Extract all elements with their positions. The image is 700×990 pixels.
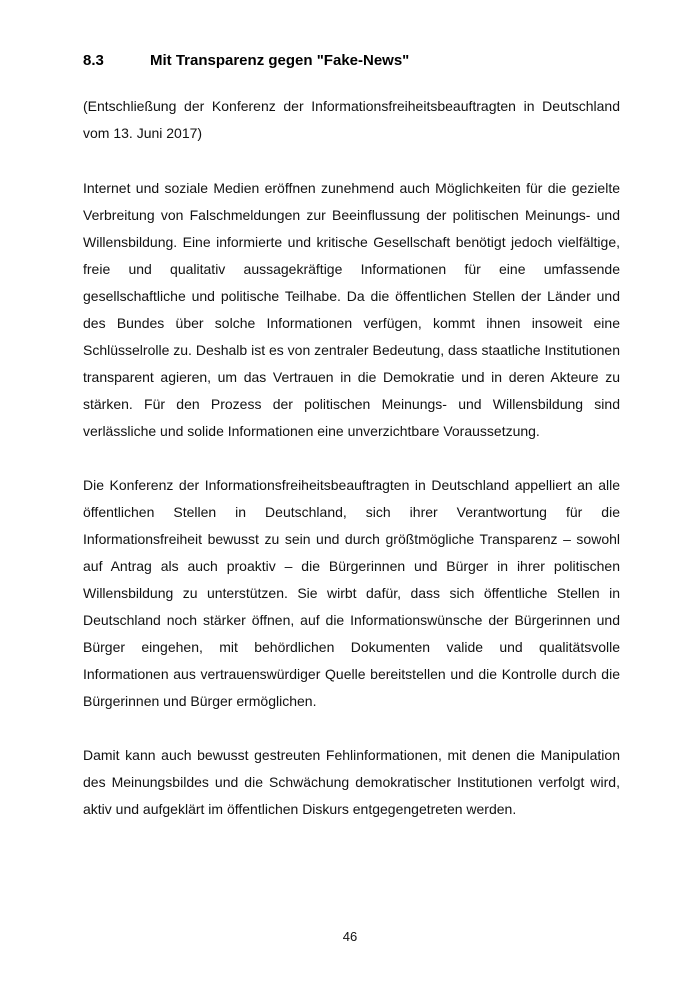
body-paragraph-2: Die Konferenz der Informationsfreiheitsbeauftragten in Deutschland appelliert an alle öffentlichen Stellen in Deutschland, sich ihrer Verantwortung für die Informationsfreiheit bewusst zu sein und durch größtmögliche Transparenz – sowohl auf Antrag als auch proaktiv – die Bürgerinnen und Bürger in ihrer politischen Willensbildung zu unterstützen. Sie wirbt dafür, dass sich öffentliche Stellen in Deutschland noch stärker öffnen, auf die Informationswünsche der Bürgerinnen und Bürger eingehen, mit behördlichen Dokumenten valide und qualitätsvolle Informationen aus vertrauenswürdiger Quelle bereitstellen und die Kontrolle durch die Bürgerinnen und Bürger ermöglichen. [83,476,620,709]
section-number: 8.3 [83,52,104,69]
body-paragraph-3: Damit kann auch bewusst gestreuten Fehlinformationen, mit denen die Manipulation des Meinungsbildes und die Schwächung demokratischer Institutionen verfolgt wird, aktiv und aufgeklärt im öffentlichen Diskurs entgegengetreten werden. [83,746,620,817]
page-number: 46 [342,929,358,944]
section-heading [83,52,620,71]
section-subtitle: (Entschließung der Konferenz der Informationsfreiheitsbeauftragten in Deutschland vom 13. Juni 2017) [83,97,620,141]
page-content [83,52,620,850]
section-title: Mit Transparenz gegen "Fake-News" [150,52,410,69]
body-paragraph-1: Internet und soziale Medien eröffnen zunehmend auch Möglichkeiten für die gezielte Verbreitung von Falschmeldungen zur Beeinflussung der politischen Meinungs- und Willensbildung. Eine informierte und kritische Gesellschaft benötigt jedoch vielfältige, freie und qualitativ aussagekräftige Informationen für eine umfassende gesellschaftliche und politische Teilhabe. Da die öffentlichen Stellen der Länder und des Bundes über solche Informationen verfügen, kommt ihnen insoweit eine Schlüsselrolle zu. Deshalb ist es von zentraler Bedeutung, dass staatliche Institutionen transparent agieren, um das Vertrauen in die Demokratie und in deren Akteure zu stärken. Für den Prozess der politischen Meinungs- und Willensbildung sind verlässliche und solide Informationen eine unverzichtbare Voraussetzung. [83,179,620,439]
